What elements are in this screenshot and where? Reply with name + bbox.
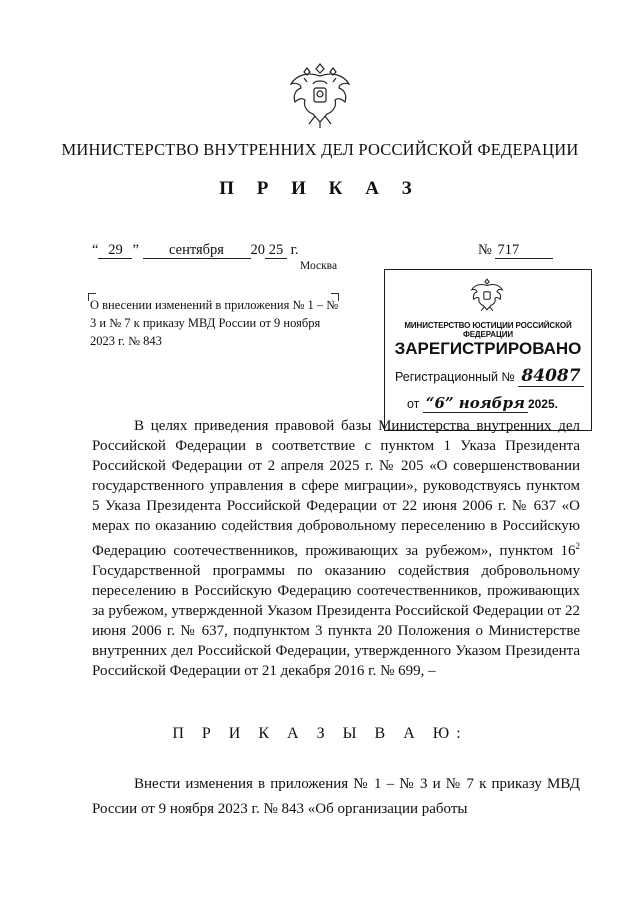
city-name: Москва <box>300 260 338 272</box>
paragraph-1: Внести изменения в приложения № 1 – № 3 и № 7 к приказу МВД России от 9 ноября 2023 г. № 843 «Об организации работы <box>92 776 580 817</box>
stamp-reg-number: 84087 <box>518 366 583 387</box>
date-day: 29 <box>98 243 132 259</box>
date-quote-close: ” <box>132 242 139 258</box>
date-month: сентября <box>143 243 251 259</box>
date-year-abbr: г. <box>290 242 299 258</box>
stamp-reg-number-line <box>395 366 584 386</box>
registration-stamp <box>384 269 592 431</box>
stamp-date-line <box>407 394 558 412</box>
stamp-organization: МИНИСТЕРСТВО ЮСТИЦИИ РОССИЙСКОЙ ФЕДЕРАЦИИ <box>404 321 572 339</box>
stamp-reg-label: Регистрационный № <box>395 370 515 384</box>
stamp-from-label: от <box>407 397 420 411</box>
stamp-reg-date: “6” ноября <box>423 394 528 413</box>
preamble-part-a: В целях приведения правовой базы Министерства внутренних дел Российской Федерации в соответствие с пунктом 1 Указа Президента Российской Федерации от 2 апреля 2025 г. № 205 «О совершенствовании государственного управления в сфере миграции», руководствуясь пунктом 5 Указа Президента Российской Федерации от 22 июня 2006 г. № 637 «О мерах по оказанию содействия добровольному переселению в Российскую Федерацию соотечественников, проживающих за рубежом», пунктом 16 <box>92 418 580 559</box>
order-date <box>92 242 299 259</box>
coat-of-arms-emblem <box>287 58 353 130</box>
document-type-title: П Р И К А З <box>219 178 421 199</box>
date-quote-open: “ <box>92 242 99 258</box>
order-item-1 <box>92 772 580 822</box>
preamble-part-b: Государственной программы по оказанию содействия добровольному переселению в Российскую Федерацию соотечественников, проживающих за рубежом, утвержденной Указом Президента Российской Федерации от 22 июня 2006 г. № 637, подпунктом 3 пункта 20 Положения о Министерстве внутренних дел Российской Федерации, утвержденного Указом Президента Российской Федерации от 21 декабря 2016 г. № 699, – <box>92 563 580 679</box>
order-number <box>478 242 553 259</box>
preamble <box>92 416 580 681</box>
date-year-prefix: 20 <box>250 242 265 258</box>
number-value: 717 <box>495 243 553 259</box>
preamble-paragraph <box>92 416 580 681</box>
stamp-emblem-icon <box>468 276 506 314</box>
decree-heading: П Р И К А З Ы В А Ю: <box>172 725 468 742</box>
stamp-registered: ЗАРЕГИСТРИРОВАНО <box>394 339 582 358</box>
ministry-name: МИНИСТЕРСТВО ВНУТРЕННИХ ДЕЛ РОССИЙСКОЙ ФЕДЕРАЦИИ <box>61 140 579 159</box>
order-subject: О внесении изменений в приложения № 1 – № 3 и № 7 к приказу МВД России от 9 ноября 2023 г. № 843 <box>90 298 339 348</box>
stamp-reg-year: 2025. <box>527 397 558 411</box>
preamble-superscript: 2 <box>575 541 580 551</box>
number-symbol: № <box>478 242 492 258</box>
date-year-suffix: 25 <box>265 243 287 259</box>
